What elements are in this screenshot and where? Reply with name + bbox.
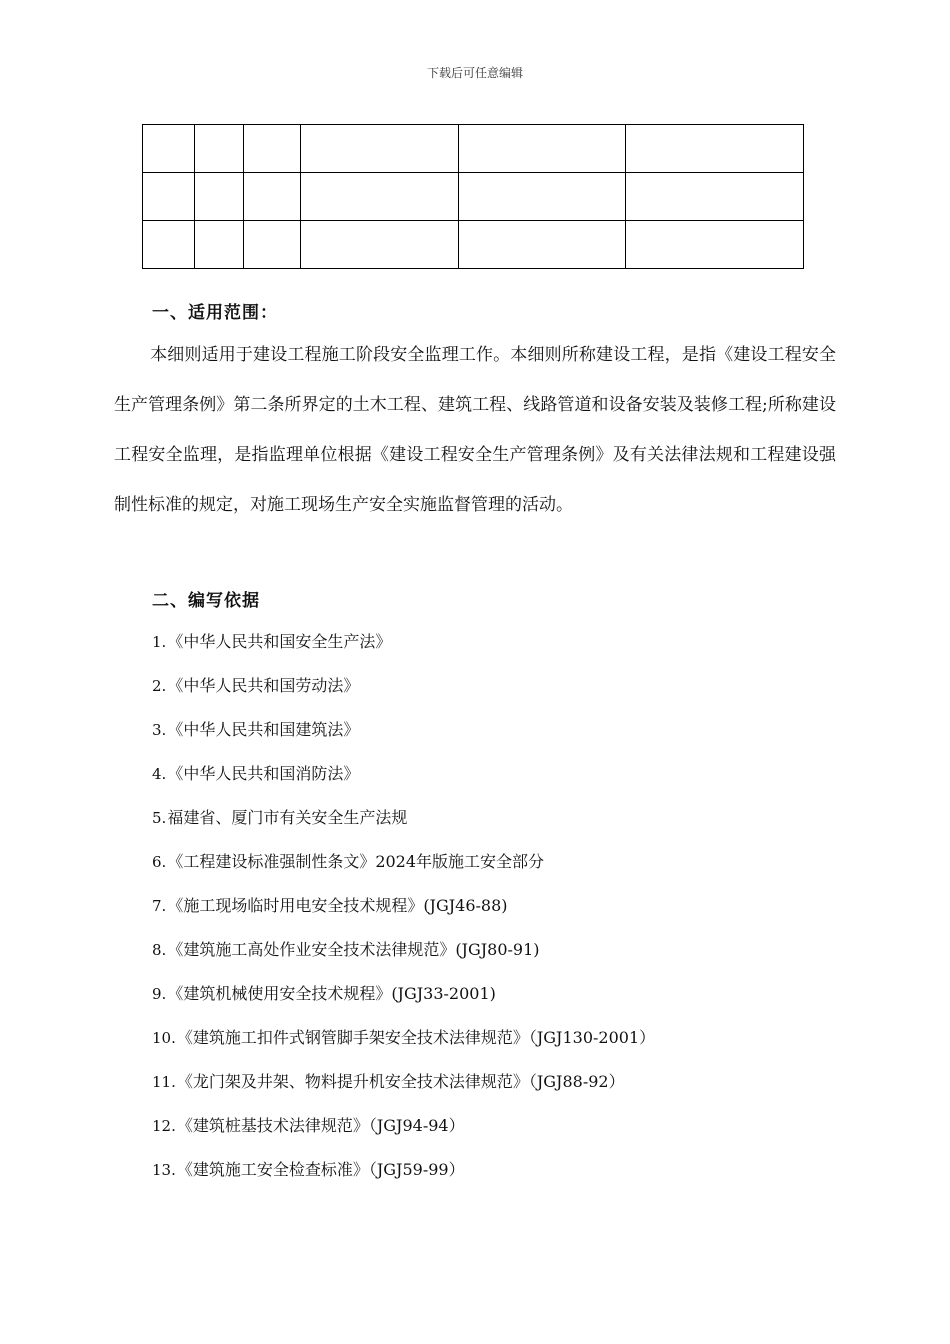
list-item <box>152 928 655 972</box>
table-cell <box>626 221 804 269</box>
table-cell <box>195 125 244 173</box>
list-item <box>152 664 655 708</box>
table-cell <box>626 173 804 221</box>
list-item <box>152 972 655 1016</box>
list-item-number: 6. <box>152 853 167 871</box>
list-item <box>152 1104 655 1148</box>
list-item-number: 7. <box>152 897 167 915</box>
list-item-text: 《施工现场临时用电安全技术规程》(JGJ46-88) <box>167 896 508 915</box>
list-item-text: 《龙门架及井架、物料提升机安全技术法律规范》（JGJ88-92） <box>176 1072 625 1091</box>
list-item-number: 10. <box>152 1029 176 1047</box>
table-cell <box>301 221 459 269</box>
list-item-text: 《中华人民共和国安全生产法》 <box>167 632 392 651</box>
list-item-number: 8. <box>152 941 167 959</box>
list-item-number: 13. <box>152 1161 176 1179</box>
section-heading-scope: 一、适用范围： <box>152 303 278 323</box>
list-item-text: 《建筑桩基技术法律规范》（JGJ94-94） <box>176 1116 465 1135</box>
list-item <box>152 620 655 664</box>
table-cell <box>195 221 244 269</box>
list-item-text: 《建筑施工高处作业安全技术法律规范》(JGJ80-91) <box>167 940 540 959</box>
table-cell <box>244 221 301 269</box>
list-item-text: 《中华人民共和国消防法》 <box>167 764 360 783</box>
table-cell <box>143 125 195 173</box>
list-item <box>152 1016 655 1060</box>
table-cell <box>143 173 195 221</box>
list-item-number: 9. <box>152 985 167 1003</box>
list-item-text: 《建筑施工安全检查标准》（JGJ59-99） <box>176 1160 465 1179</box>
blank-table <box>142 124 804 269</box>
list-item-number: 4. <box>152 765 167 783</box>
basis-list <box>152 620 655 1192</box>
scope-paragraph <box>114 330 836 530</box>
table-cell <box>301 173 459 221</box>
list-item-number: 3. <box>152 721 167 739</box>
table-cell <box>459 221 626 269</box>
list-item-number: 11. <box>152 1073 176 1091</box>
table-cell <box>301 125 459 173</box>
table-row <box>143 173 804 221</box>
table-cell <box>459 173 626 221</box>
table-row <box>143 125 804 173</box>
list-item-number: 2. <box>152 677 167 695</box>
list-item <box>152 840 655 884</box>
list-item <box>152 1060 655 1104</box>
list-item <box>152 708 655 752</box>
list-item-text: 《中华人民共和国建筑法》 <box>167 720 360 739</box>
table-cell <box>459 125 626 173</box>
list-item-number: 12. <box>152 1117 176 1135</box>
list-item-number: 5. <box>152 809 167 827</box>
list-item-text: 《建筑施工扣件式钢管脚手架安全技术法律规范》（JGJ130-2001） <box>176 1028 656 1047</box>
list-item <box>152 1148 655 1192</box>
list-item-number: 1. <box>152 633 167 651</box>
section-heading-basis: 二、编写依据 <box>152 591 260 611</box>
list-item-text: 福建省、厦门市有关安全生产法规 <box>167 808 408 827</box>
table-cell <box>143 221 195 269</box>
list-item <box>152 796 655 840</box>
list-item-text: 《建筑机械使用安全技术规程》(JGJ33-2001) <box>167 984 496 1003</box>
table-cell <box>244 173 301 221</box>
list-item-text: 《中华人民共和国劳动法》 <box>167 676 360 695</box>
list-item <box>152 752 655 796</box>
scope-paragraph-text: 本细则适用于建设工程施工阶段安全监理工作。本细则所称建设工程，是指《建设工程安全生产管理条例》第二条所界定的土木工程、建筑工程、线路管道和设备安装及装修工程;所称建设工程安全监理，是指监理单位根据《建设工程安全生产管理条例》及有关法律法规和工程建设强制性标准的规定，对施工现场生产安全实施监督管理的活动。 <box>114 345 836 515</box>
table-cell <box>244 125 301 173</box>
table-row <box>143 221 804 269</box>
table-cell <box>626 125 804 173</box>
list-item-text: 《工程建设标准强制性条文》2024年版施工安全部分 <box>167 852 545 871</box>
list-item <box>152 884 655 928</box>
page-header-note: 下载后可任意编辑 <box>426 66 523 80</box>
table-cell <box>195 173 244 221</box>
